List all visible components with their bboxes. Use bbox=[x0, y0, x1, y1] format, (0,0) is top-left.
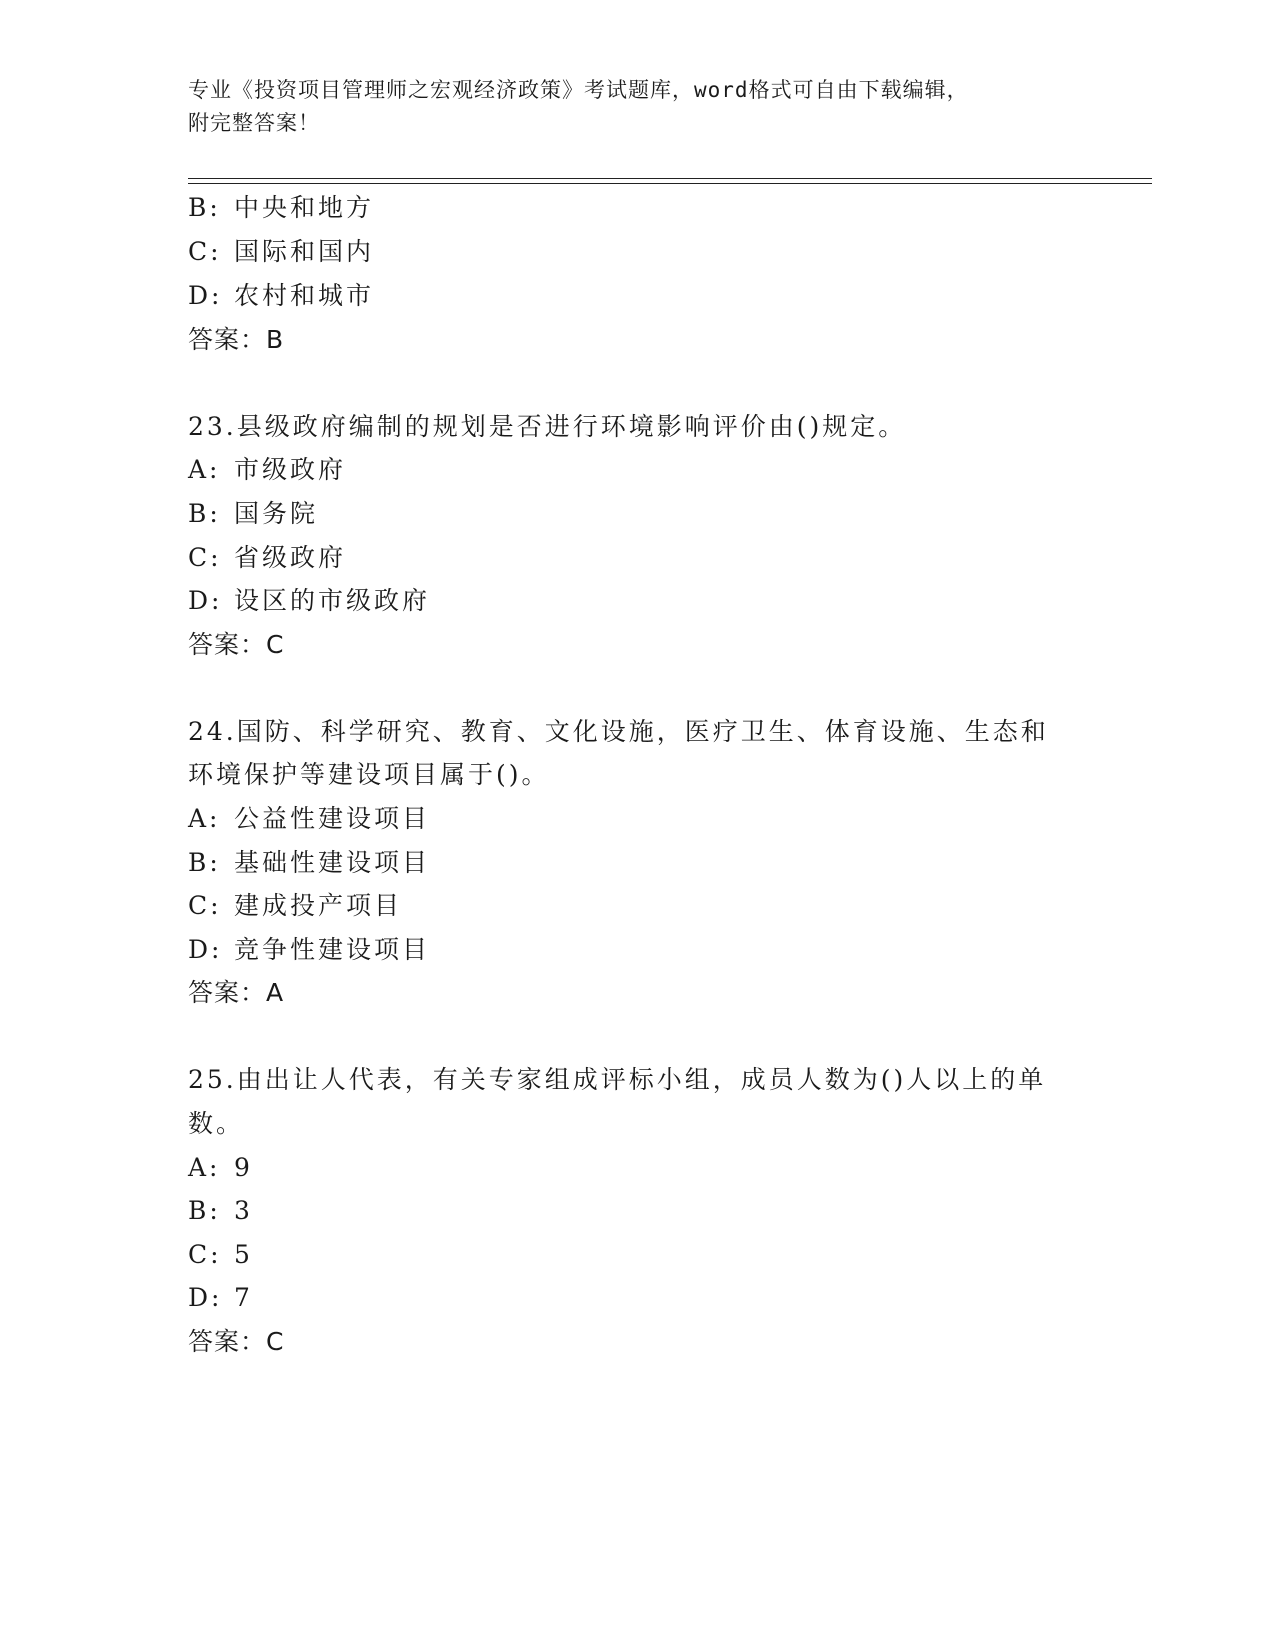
option-a: A: 9 bbox=[188, 1153, 253, 1182]
option-b: B: 3 bbox=[188, 1196, 253, 1225]
answer: 答案：B bbox=[188, 325, 285, 354]
option-a: A: 市级政府 bbox=[188, 455, 347, 484]
option-d: D: 7 bbox=[188, 1283, 253, 1312]
option-b: B: 基础性建设项目 bbox=[188, 848, 431, 877]
option-d: D: 农村和城市 bbox=[188, 281, 375, 310]
header-line-2: 附完整答案！ bbox=[188, 111, 320, 135]
question-stem: 25.由出让人代表，有关专家组成评标小组，成员人数为()人以上的单 bbox=[188, 1065, 1047, 1094]
question-stem-continued: 数。 bbox=[188, 1109, 245, 1138]
option-c: C: 省级政府 bbox=[188, 543, 347, 572]
answer: 答案：A bbox=[188, 978, 285, 1007]
question-stem-continued: 环境保护等建设项目属于()。 bbox=[188, 760, 550, 789]
header-line-1: 专业《投资项目管理师之宏观经济政策》考试题库，word格式可自由下载编辑， bbox=[188, 78, 969, 102]
option-c: C: 5 bbox=[188, 1240, 253, 1269]
option-c: C: 国际和国内 bbox=[188, 237, 375, 266]
question-stem: 23.县级政府编制的规划是否进行环境影响评价由()规定。 bbox=[188, 412, 907, 441]
question-stem: 24.国防、科学研究、教育、文化设施，医疗卫生、体育设施、生态和 bbox=[188, 717, 1049, 746]
option-c: C: 建成投产项目 bbox=[188, 891, 403, 920]
option-a: A: 公益性建设项目 bbox=[188, 804, 431, 833]
answer: 答案：C bbox=[188, 1327, 285, 1356]
document-header bbox=[188, 74, 1088, 140]
answer: 答案：C bbox=[188, 630, 285, 659]
option-d: D: 竞争性建设项目 bbox=[188, 935, 431, 964]
option-b: B: 国务院 bbox=[188, 499, 319, 528]
header-divider bbox=[188, 178, 1152, 184]
option-d: D: 设区的市级政府 bbox=[188, 586, 431, 615]
option-b: B: 中央和地方 bbox=[188, 193, 375, 222]
